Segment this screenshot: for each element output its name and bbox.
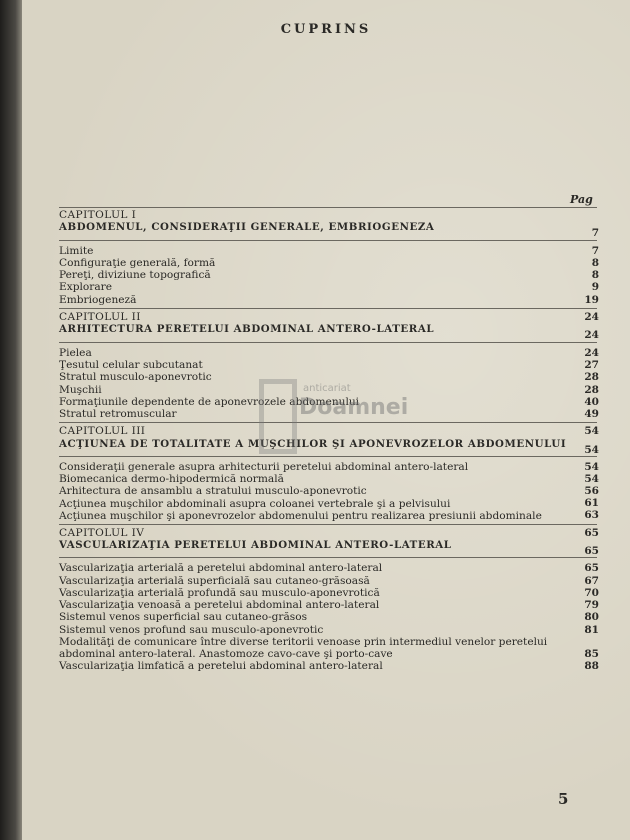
toc-entry-text: Vascularizaţia arterială superficială sau cutaneo-grăsoasă <box>59 574 370 587</box>
toc-entry-text: Consideraţii generale asupra arhitecturii peretelui abdominal antero-lateral <box>59 461 469 474</box>
page-column-label: Pag <box>570 193 593 206</box>
toc-entry-page: 8 <box>591 256 599 269</box>
toc-entry-page: 24 <box>584 329 599 342</box>
toc-entry <box>59 611 597 623</box>
toc-entry-page: 24 <box>584 311 599 324</box>
watermark-big-text: Doamnei <box>299 395 409 420</box>
toc-chapter-title <box>59 539 597 558</box>
toc-entry <box>59 294 597 306</box>
toc-entry <box>59 498 597 510</box>
toc-entry <box>59 485 597 497</box>
toc-entry-page: 88 <box>584 660 599 673</box>
toc-entry-page: 7 <box>591 227 599 240</box>
toc-entry <box>59 562 597 574</box>
toc-entry-page: 81 <box>584 623 599 636</box>
toc-entry-text: Vascularizaţia arterială profundă sau musculo-aponevrotică <box>59 586 380 599</box>
toc-entry-page: 70 <box>584 586 599 599</box>
page-title: CUPRINS <box>280 22 372 37</box>
toc-entry-text: ARHITECTURA PERETELUI ABDOMINAL ANTERO-LATERAL <box>59 323 435 336</box>
toc-entry-text: Sistemul venos profund sau musculo-aponevrotic <box>59 623 324 636</box>
toc-entry-text: Vascularizaţia venoasă a peretelui abdominal antero-lateral <box>59 599 380 612</box>
toc-entry-text: Configuraţie generală, formă <box>59 256 216 269</box>
toc-entry-text: CAPITOLUL III <box>59 425 146 438</box>
toc-entry-text: CAPITOLUL II <box>59 311 141 324</box>
toc-entry-text: ABDOMENUL, CONSIDERAŢII GENERALE, EMBRIOGENEZA <box>59 221 435 234</box>
toc-entry-text: Modalităţi de comunicare între diverse teritorii venoase prin intermediul venelor peretelui abdominal antero-lateral. Anastomoze cavo-cave şi porto-cave <box>59 636 548 661</box>
toc-entry-text: Limite <box>59 244 94 257</box>
toc-entry-text: Stratul musculo-aponevrotic <box>59 371 212 384</box>
toc-entry-page: 19 <box>584 293 599 306</box>
toc-entry-page: 65 <box>584 562 599 575</box>
toc-entry <box>59 257 597 269</box>
toc-entry-text: Acţiunea muşchilor şi aponevrozelor abdomenului pentru realizarea presiunii abdominale <box>59 509 542 522</box>
book-page <box>22 0 630 840</box>
toc-entry-page: 28 <box>584 371 599 384</box>
toc-entry-text: Formaţiunile dependente de aponevrozele abdomenului <box>59 395 360 408</box>
toc-entry-page: 7 <box>591 244 599 257</box>
toc-entry <box>59 624 597 636</box>
toc-entry <box>59 636 597 660</box>
toc-entry-page: 27 <box>584 358 599 371</box>
toc-entry <box>59 660 597 672</box>
toc-entry-page: 54 <box>584 443 599 456</box>
book-spine-shadow <box>0 0 22 840</box>
toc-entry <box>59 575 597 587</box>
watermark-small-text: anticariat <box>303 383 351 394</box>
toc-entry <box>59 461 597 473</box>
toc-entry-text: Vascularizaţia limfatică a peretelui abdominal antero-lateral <box>59 660 383 673</box>
toc-entry-page: 54 <box>584 425 599 438</box>
toc-entry-page: 80 <box>584 611 599 624</box>
watermark-frame-icon <box>259 379 297 454</box>
toc-entry-text: Stratul retromuscular <box>59 408 177 421</box>
toc-entry <box>59 359 597 371</box>
toc-entry-page: 85 <box>584 647 599 660</box>
toc-entry-page: 79 <box>584 599 599 612</box>
toc-entry-page: 54 <box>584 473 599 486</box>
toc-entry-text: Sistemul venos superficial sau cutaneo-grăsos <box>59 611 308 624</box>
toc-chapter-title <box>59 221 597 240</box>
toc-entry-text: CAPITOLUL I <box>59 209 137 221</box>
toc-chapter <box>59 209 597 221</box>
toc-entry-page: 65 <box>584 526 599 539</box>
toc-entry <box>59 269 597 281</box>
toc-entry <box>59 473 597 485</box>
toc-entry-page: 49 <box>584 408 599 421</box>
toc-entry-text: Explorare <box>59 281 112 294</box>
toc-entry-text: Ţesutul celular subcutanat <box>59 358 203 371</box>
toc-entry-page: 56 <box>584 485 599 498</box>
toc-entry-page: 67 <box>584 574 599 587</box>
toc-entry <box>59 599 597 611</box>
page-number: 5 <box>558 790 569 808</box>
toc-entry-text: Pereţi, diviziune topografică <box>59 269 211 282</box>
toc-entry-text: VASCULARIZAŢIA PERETELUI ABDOMINAL ANTERO-LATERAL <box>59 538 452 551</box>
toc-entry-page: 8 <box>591 269 599 282</box>
watermark <box>259 375 414 455</box>
toc-entry-page: 61 <box>584 497 599 510</box>
toc-entry-text: Embriogeneză <box>59 293 137 306</box>
toc-entry-page: 40 <box>584 395 599 408</box>
toc-entry-text: Arhitectura de ansamblu a stratului musculo-aponevrotic <box>59 485 367 498</box>
toc-chapter-title <box>59 323 597 342</box>
toc-entry <box>59 510 597 522</box>
toc-entry-text: Muşchii <box>59 383 102 396</box>
toc-entry-text: CAPITOLUL IV <box>59 526 145 539</box>
toc-entry-text: Pielea <box>59 346 92 359</box>
toc-entry-page: 65 <box>584 544 599 557</box>
toc-entry-page: 63 <box>584 509 599 522</box>
toc-entry-text: Biomecanica dermo-hipodermică normală <box>59 473 284 486</box>
toc-entry-text: Vascularizaţia arterială a peretelui abdominal antero-lateral <box>59 562 383 575</box>
toc-chapter <box>59 524 597 539</box>
toc-entry-page: 9 <box>591 281 599 294</box>
toc-entry-page: 24 <box>584 346 599 359</box>
toc-entry-text: ACŢIUNEA DE TOTALITATE A MUŞCHILOR ŞI APONEVROZELOR ABDOMENULUI <box>59 437 567 450</box>
toc-entry-page: 54 <box>584 460 599 473</box>
toc-entry-page: 28 <box>584 383 599 396</box>
toc-entry-text: Acţiunea muşchilor abdominali asupra coloanei vertebrale şi a pelvisului <box>59 497 451 510</box>
toc-entry <box>59 347 597 359</box>
toc-entry <box>59 587 597 599</box>
toc-chapter <box>59 308 597 323</box>
toc-entry <box>59 245 597 257</box>
toc-entry <box>59 281 597 293</box>
